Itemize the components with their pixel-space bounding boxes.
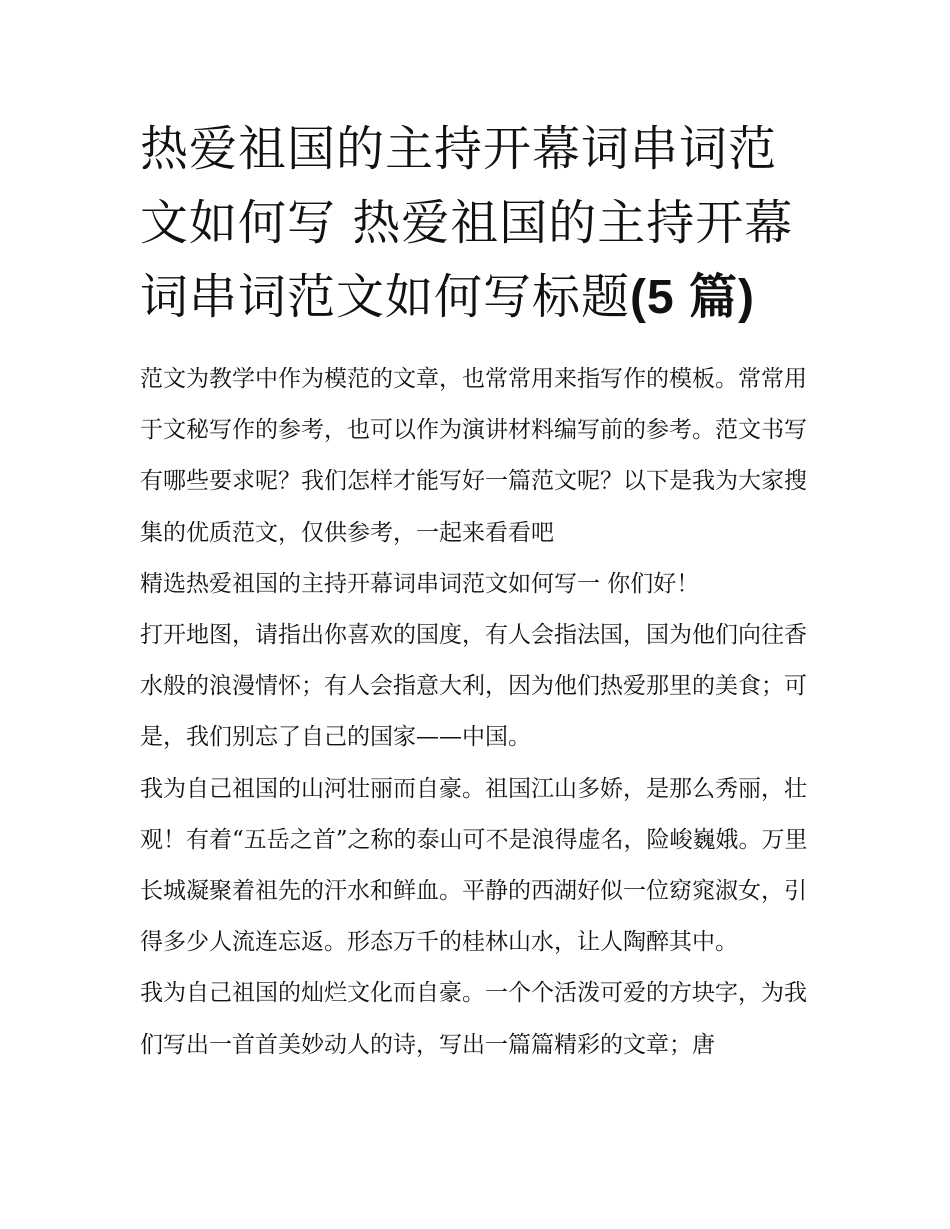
body-paragraph-landscape: 我为自己祖国的山河壮丽而自豪。祖国江山多娇，是那么秀丽，壮观！有着“五岳之首”之称的泰山可不是浪得虚名，险峻巍娥。万里长城凝聚着祖先的汗水和鲜血。平静的西湖好似一位窈窕淑女，引得多少人流连忘返。形态万千的桂林山水，让人陶醉其中。 (140, 775, 808, 956)
document-body (140, 354, 820, 1071)
body-paragraph-map: 打开地图，请指出你喜欢的国度，有人会指法国，国为他们向往香水般的浪漫情怀；有人会指意大利，因为他们热爱那里的美食；可是，我们别忘了自己的国家——中国。 (140, 622, 807, 751)
document-title (140, 112, 820, 335)
title-suffix: (5 篇) (630, 271, 756, 324)
intro-paragraph: 范文为教学中作为模范的文章，也常常用来指写作的模板。常常用于文秘写作的参考，也可以作为演讲材料编写前的参考。范文书写有哪些要求呢？我们怎样才能写好一篇范文呢？以下是我为大家搜集的优质范文，仅供参考，一起来看看吧 (140, 366, 807, 546)
body-paragraph-culture: 我为自己祖国的灿烂文化而自豪。一个个活泼可爱的方块字，为我们写出一首首美妙动人的诗，写出一篇篇精彩的文章；唐 (140, 980, 807, 1058)
greeting-paragraph: 精选热爱祖国的主持开幕词串词范文如何写一 你们好！ (140, 570, 700, 597)
title-main-text: 热爱祖国的主持开幕词串词范文如何写 热爱祖国的主持开幕词串词范文如何写标题 (140, 121, 794, 325)
